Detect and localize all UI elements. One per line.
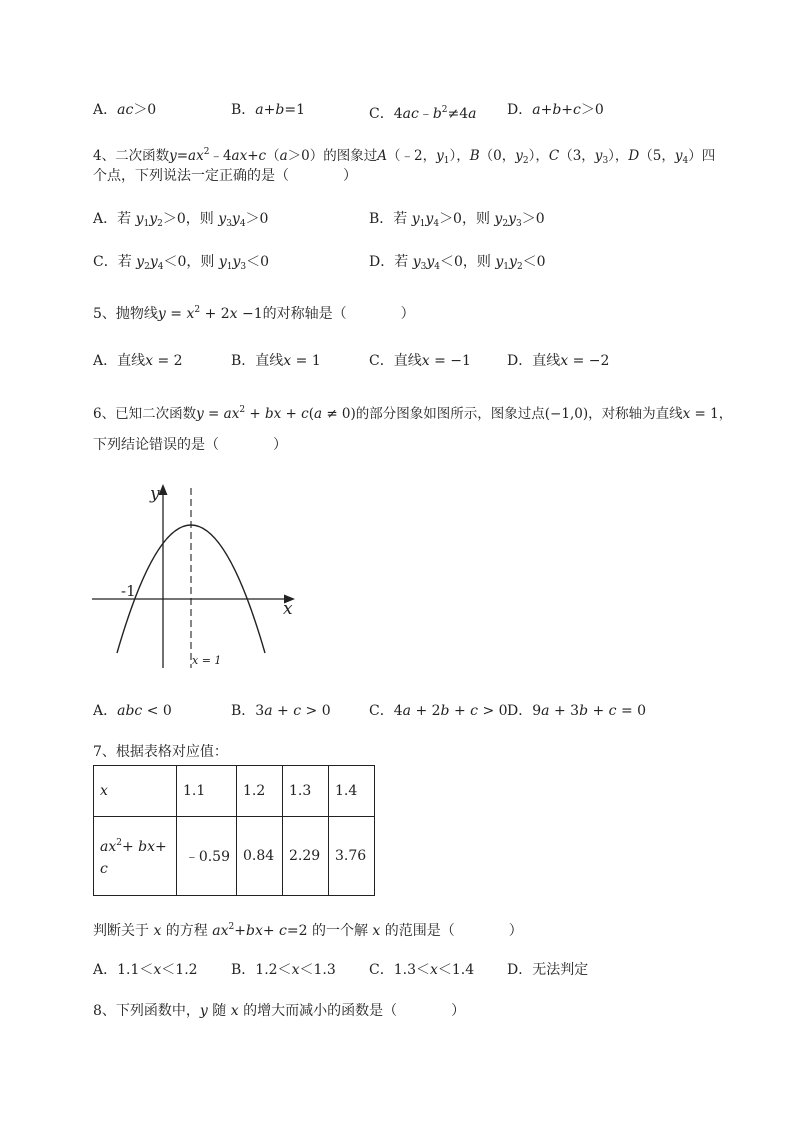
table-cell: 3.76 (329, 817, 375, 896)
table-cell: 0.84 (237, 817, 283, 896)
table-header-expression: $ax^2+ bx+$ c (94, 817, 177, 896)
y-axis-label: y (150, 484, 160, 504)
q8-stem: 8、下列函数中，y 随 x 的增大而减小的函数是（ ） (93, 1003, 466, 1019)
q5-options (93, 352, 713, 370)
q4-options-row2 (93, 253, 653, 271)
q3-options (93, 101, 713, 122)
q7-value-table (93, 765, 375, 896)
q7-option-d: D．无法判定 (507, 962, 589, 978)
q6-option-b: B．3a + c > 0 (231, 703, 331, 719)
table-cell: 1.3 (283, 766, 329, 817)
q7-options (93, 961, 713, 979)
q3-option-c: C．$4ac﹣b^2\ne 4a$ (369, 105, 477, 122)
q4-option-a: A．若 $y_1y_2>0$，则 $y_3y_4>0$ (93, 211, 269, 229)
q6-parabola-graph (88, 478, 303, 673)
q6-stem-line1: 6、已知二次函数$y = ax^2$ + bx + c(a ≠ 0)的部分图象如图所示，图象过点(−1,0)，对称轴为直线x = 1， (93, 405, 733, 422)
q4-option-c: C．若 $y_2y_4<0$，则 $y_1y_3<0$ (93, 254, 270, 272)
table-row (94, 817, 375, 896)
q6-option-a: A．abc < 0 (93, 703, 172, 719)
q3-option-b: B．a+b=1 (231, 102, 305, 118)
table-cell: 2.29 (283, 817, 329, 896)
q4-option-b: B．若 $y_1y_4>0$，则 $y_2y_3>0$ (369, 211, 545, 229)
table-cell: 1.2 (237, 766, 283, 817)
table-cell: 1.4 (329, 766, 375, 817)
q7-option-b: B．1.2＜x＜1.3 (231, 962, 336, 978)
q7-question: 判断关于 x 的方程 $ax^2+bx+ c=2$ 的一个解 x 的范围是（ ） (93, 922, 523, 939)
q4-stem-line1: 4、二次函数$y=ax^2﹣4ax+c(a>0)$的图象过A（﹣2，$y_1$），B（0，$y_2$），C（3，$y_3$），D（5，$y_4$）四 (93, 147, 716, 166)
q6-option-d: D．9a + 3b + c = 0 (507, 703, 647, 719)
q5-option-d: D．直线x = −2 (507, 353, 610, 369)
q4-stem-line2: 个点，下列说法一定正确的是（ ） (93, 168, 357, 184)
y-axis-arrow-icon (159, 484, 168, 495)
q7-option-c: C．1.3＜x＜1.4 (369, 962, 475, 978)
q7-title: 7、根据表格对应值： (93, 744, 228, 760)
q6-stem-line2: 下列结论错误的是（ ） (93, 437, 287, 453)
q5-option-a: A．直线x = 2 (93, 353, 183, 369)
q5-option-c: C．直线x = −1 (369, 353, 471, 369)
q7-option-a: A．1.1＜x＜1.2 (93, 962, 198, 978)
q4-option-d: D．若 $y_3y_4<0$，则 $y_1y_2<0$ (369, 254, 546, 272)
q4-options-row1 (93, 210, 653, 228)
table-cell: ﹣0.59 (177, 817, 237, 896)
q3-option-d: D．a+b+c＞0 (507, 102, 604, 118)
q3-option-a: A．ac＞0 (93, 102, 157, 118)
q6-options (93, 702, 713, 720)
q6-option-c: C．4a + 2b + c > 0 (369, 703, 508, 719)
q5-stem: 5、抛物线$y = x^2 + 2x -1$的对称轴是（ ） (93, 305, 415, 322)
table-header-x: x (94, 766, 177, 817)
q5-option-b: B．直线x = 1 (231, 353, 321, 369)
table-cell: 1.1 (177, 766, 237, 817)
neg-one-label: -1 (121, 582, 136, 600)
table-row (94, 766, 375, 817)
symmetry-axis-label: x = 1 (192, 654, 222, 667)
x-axis-label: x (283, 599, 293, 619)
